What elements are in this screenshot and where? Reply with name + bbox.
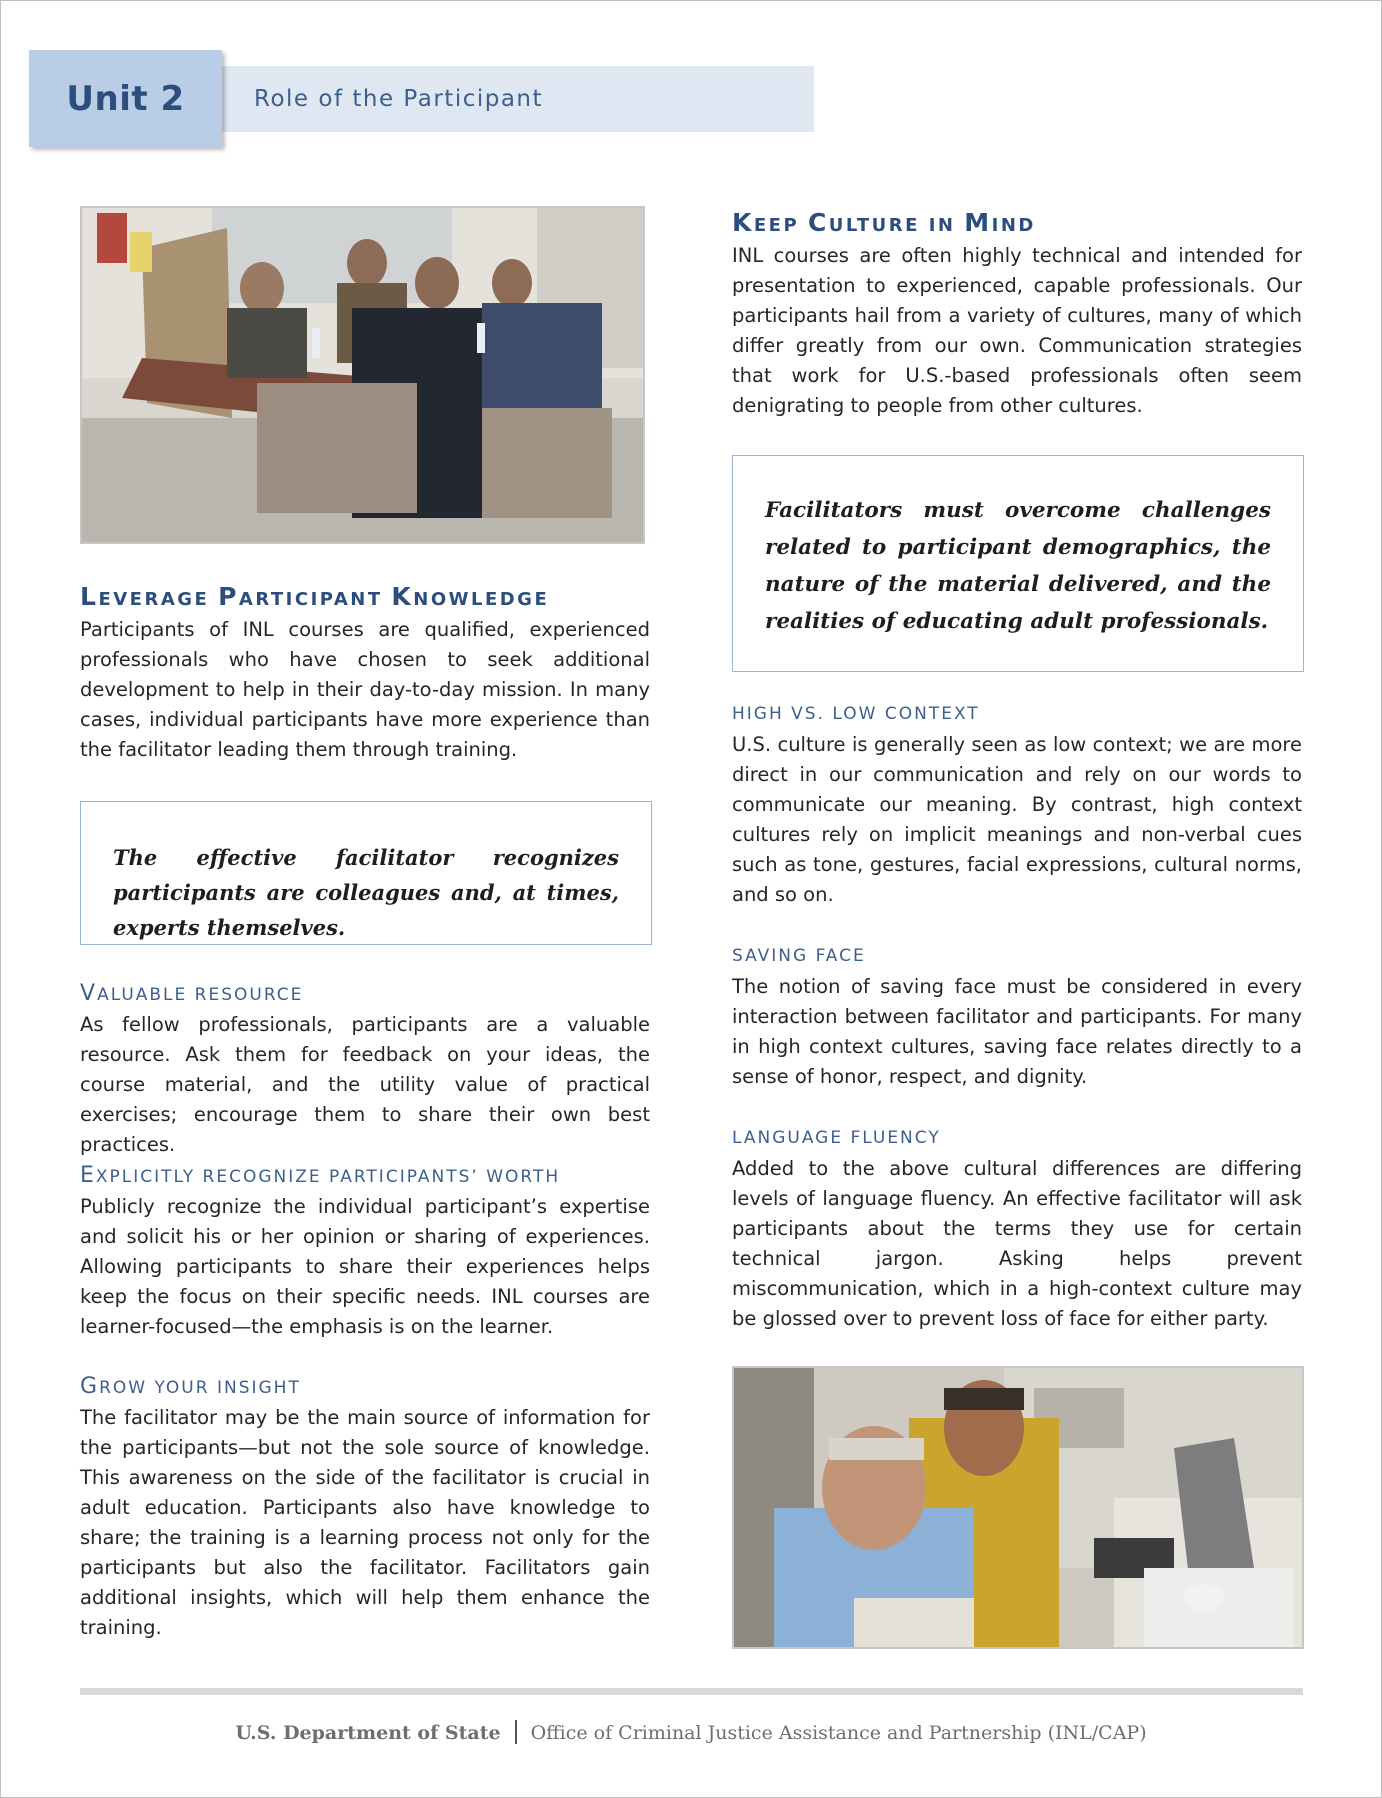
heading-explicitly-recognize: EXPLICITLY RECOGNIZE PARTICIPANTS’ WORTH — [80, 1163, 561, 1188]
saving-face-body: The notion of saving face must be considered in every interaction between facilitator and participants. For many in high context cultures, saving face relates directly to a sense of honor, respect, and dignity. — [732, 975, 1302, 1088]
explicitly-body: Publicly recognize the individual participant’s expertise and solicit his or her opinion or sharing of experiences. Allowing participants to share their experiences helps keep the focus on their specific needs. INL courses are learner-focused—the emphasis is on the learner. — [80, 1195, 650, 1338]
callout-text: Facilitators must overcome challenges related to participant demographics, the nature of the material delivered, and the realities of educating adult professionals. — [765, 498, 1271, 634]
footer-rule — [80, 1688, 1303, 1695]
footer-office: Office of Criminal Justice Assistance and Partnership (INL/CAP) — [530, 1722, 1147, 1744]
interpreters-photo — [732, 1366, 1304, 1649]
language-fluency-body: Added to the above cultural differences are differing levels of language fluency. An effective facilitator will ask participants about the terms they use for certain technical jargon. Asking helps prevent miscommunication, which in a high-context culture may be glossed over to prevent loss of face for either party. — [732, 1157, 1302, 1330]
grow-body: The facilitator may be the main source of information for the participants—but not the sole source of knowledge. This awareness on the side of the facilitator is crucial in adult education. Participants also have knowledge to share; the training is a learning process not only for the participants but also the facilitator. Facilitators gain additional insights, which will help them enhance the training. — [80, 1406, 650, 1639]
heading-grow-insight: GROW YOUR INSIGHT — [80, 1374, 301, 1399]
unit-title-bar — [222, 66, 814, 132]
leverage-body: Participants of INL courses are qualified, experienced professionals who have chosen to seek additional development to help in their day-to-day mission. In many cases, individual participants have more experience than the facilitator leading them through training. — [80, 618, 650, 761]
heading-valuable-resource: VALUABLE RESOURCE — [80, 981, 304, 1006]
callout-effective-facilitator — [80, 801, 652, 945]
section-heading-keep-culture: KEEP CULTURE IN MIND — [732, 208, 1036, 237]
section-heading-leverage: LEVERAGE PARTICIPANT KNOWLEDGE — [80, 582, 550, 611]
unit-title: Role of the Participant — [254, 86, 544, 112]
heading-language-fluency: LANGUAGE FLUENCY — [732, 1128, 941, 1148]
interpreters-photo-icon — [734, 1368, 1302, 1647]
heading-high-low-context: HIGH VS. LOW CONTEXT — [732, 704, 980, 724]
unit-label: Unit 2 — [66, 78, 185, 119]
keep-culture-body: INL courses are often highly technical and intended for presentation to experienced, capable professionals. Our participants hail from a variety of cultures, many of which differ greatly from our own. Communication strategies that work for U.S.-based professionals often seem denigrating to people from other cultures. — [732, 244, 1302, 417]
footer — [0, 1720, 1382, 1744]
callout-text: The effective facilitator recognizes participants are colleagues and, at times, experts themselves. — [113, 845, 619, 940]
context-body: U.S. culture is generally seen as low context; we are more direct in our communication and rely on our words to communicate our meaning. By contrast, high context cultures rely on implicit meanings and non-verbal cues such as tone, gestures, facial expressions, cultural norms, and so on. — [732, 733, 1302, 906]
footer-separator — [515, 1720, 517, 1744]
unit-tab — [29, 50, 222, 147]
footer-department: U.S. Department of State — [235, 1722, 501, 1744]
classroom-photo — [80, 206, 645, 544]
heading-saving-face: SAVING FACE — [732, 946, 866, 966]
valuable-body: As fellow professionals, participants are a valuable resource. Ask them for feedback on your ideas, the course material, and the utility value of practical exercises; encourage them to share their own best practices. — [80, 1013, 650, 1156]
callout-facilitators-challenges — [732, 455, 1304, 672]
classroom-photo-icon — [82, 208, 643, 542]
